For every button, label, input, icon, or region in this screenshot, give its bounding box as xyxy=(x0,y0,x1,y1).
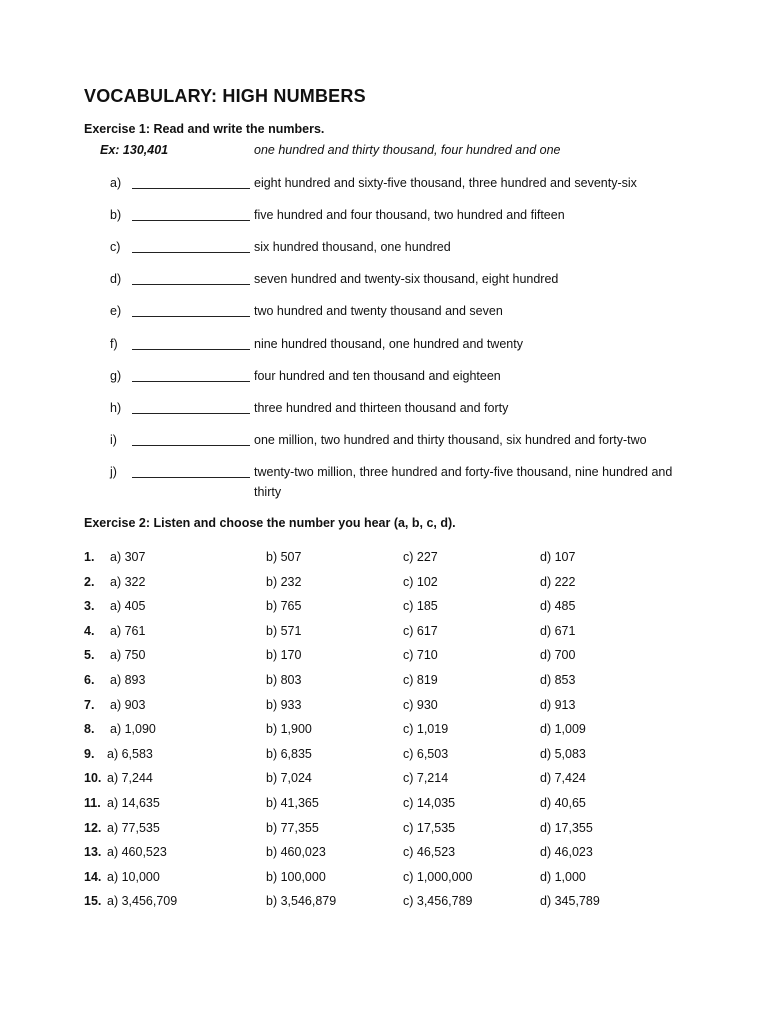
item-letter: d) xyxy=(110,272,122,286)
option-a[interactable]: a) 893 xyxy=(110,673,146,687)
option-b[interactable]: b) 77,355 xyxy=(266,821,319,835)
question-number: 5. xyxy=(84,648,95,662)
question-number: 13. xyxy=(84,845,102,859)
exercise2-row xyxy=(0,648,768,666)
option-d[interactable]: d) 222 xyxy=(540,575,576,589)
option-c[interactable]: c) 102 xyxy=(403,575,438,589)
example-number: Ex: 130,401 xyxy=(100,143,169,157)
exercise2-row xyxy=(0,673,768,691)
option-b[interactable]: b) 7,024 xyxy=(266,771,312,785)
item-letter: e) xyxy=(110,304,122,318)
question-number: 1. xyxy=(84,550,95,564)
answer-blank[interactable] xyxy=(132,381,250,382)
item-text: twenty-two million, three hundred and forty-five thousand, nine hundred and thirty xyxy=(254,465,673,499)
option-b[interactable]: b) 803 xyxy=(266,673,302,687)
option-c[interactable]: c) 46,523 xyxy=(403,845,456,859)
option-b[interactable]: b) 933 xyxy=(266,698,302,712)
exercise2-row xyxy=(0,747,768,765)
answer-blank[interactable] xyxy=(132,316,250,317)
option-a[interactable]: a) 460,523 xyxy=(107,845,167,859)
option-d[interactable]: d) 5,083 xyxy=(540,747,586,761)
question-number: 9. xyxy=(84,747,95,761)
option-a[interactable]: a) 761 xyxy=(110,624,146,638)
option-a[interactable]: a) 3,456,709 xyxy=(107,894,178,908)
exercise2-row xyxy=(0,771,768,789)
option-d[interactable]: d) 17,355 xyxy=(540,821,593,835)
answer-blank[interactable] xyxy=(132,349,250,350)
option-b[interactable]: b) 170 xyxy=(266,648,302,662)
option-c[interactable]: c) 227 xyxy=(403,550,438,564)
item-text: four hundred and ten thousand and eighteen xyxy=(254,369,501,383)
item-letter: f) xyxy=(110,337,118,351)
option-b[interactable]: b) 460,023 xyxy=(266,845,326,859)
option-a[interactable]: a) 1,090 xyxy=(110,722,156,736)
option-c[interactable]: c) 17,535 xyxy=(403,821,456,835)
answer-blank[interactable] xyxy=(132,252,250,253)
answer-blank[interactable] xyxy=(132,220,250,221)
option-b[interactable]: b) 1,900 xyxy=(266,722,312,736)
question-number: 4. xyxy=(84,624,95,638)
exercise2-row xyxy=(0,599,768,617)
option-a[interactable]: a) 6,583 xyxy=(107,747,153,761)
answer-blank[interactable] xyxy=(132,445,250,446)
exercise2-row xyxy=(0,796,768,814)
item-letter: h) xyxy=(110,401,122,415)
option-b[interactable]: b) 571 xyxy=(266,624,302,638)
option-b[interactable]: b) 100,000 xyxy=(266,870,326,884)
option-a[interactable]: a) 750 xyxy=(110,648,146,662)
option-d[interactable]: d) 40,65 xyxy=(540,796,586,810)
exercise2-row xyxy=(0,894,768,912)
option-d[interactable]: d) 107 xyxy=(540,550,576,564)
option-b[interactable]: b) 232 xyxy=(266,575,302,589)
option-d[interactable]: d) 345,789 xyxy=(540,894,600,908)
item-letter: j) xyxy=(110,465,117,479)
answer-blank[interactable] xyxy=(132,188,250,189)
question-number: 11. xyxy=(84,796,101,810)
option-a[interactable]: a) 322 xyxy=(110,575,146,589)
exercise2-row xyxy=(0,845,768,863)
option-a[interactable]: a) 10,000 xyxy=(107,870,160,884)
page-title: VOCABULARY: HIGH NUMBERS xyxy=(84,86,366,106)
option-d[interactable]: d) 700 xyxy=(540,648,576,662)
exercise2-row xyxy=(0,698,768,716)
option-a[interactable]: a) 7,244 xyxy=(107,771,153,785)
exercise2-row xyxy=(0,870,768,888)
option-b[interactable]: b) 3,546,879 xyxy=(266,894,337,908)
option-d[interactable]: d) 46,023 xyxy=(540,845,593,859)
option-d[interactable]: d) 853 xyxy=(540,673,576,687)
option-a[interactable]: a) 903 xyxy=(110,698,146,712)
option-c[interactable]: c) 1,000,000 xyxy=(403,870,473,884)
option-c[interactable]: c) 617 xyxy=(403,624,438,638)
option-c[interactable]: c) 819 xyxy=(403,673,438,687)
exercise2-row xyxy=(0,624,768,642)
option-d[interactable]: d) 913 xyxy=(540,698,576,712)
exercise2-row xyxy=(0,575,768,593)
question-number: 6. xyxy=(84,673,95,687)
question-number: 15. xyxy=(84,894,102,908)
item-text: two hundred and twenty thousand and seven xyxy=(254,304,503,318)
item-text: six hundred thousand, one hundred xyxy=(254,240,451,254)
question-number: 8. xyxy=(84,722,95,736)
item-text: five hundred and four thousand, two hundred and fifteen xyxy=(254,208,565,222)
option-c[interactable]: c) 3,456,789 xyxy=(403,894,473,908)
option-b[interactable]: b) 765 xyxy=(266,599,302,613)
option-d[interactable]: d) 485 xyxy=(540,599,576,613)
item-letter: c) xyxy=(110,240,121,254)
exercise2-row xyxy=(0,550,768,568)
answer-blank[interactable] xyxy=(132,413,250,414)
option-c[interactable]: c) 6,503 xyxy=(403,747,449,761)
item-letter: b) xyxy=(110,208,122,222)
option-d[interactable]: d) 1,009 xyxy=(540,722,586,736)
question-number: 12. xyxy=(84,821,102,835)
option-c[interactable]: c) 710 xyxy=(403,648,438,662)
item-text: nine hundred thousand, one hundred and twenty xyxy=(254,337,523,351)
question-number: 14. xyxy=(84,870,102,884)
exercise2-row xyxy=(0,722,768,740)
option-d[interactable]: d) 671 xyxy=(540,624,576,638)
option-c[interactable]: c) 930 xyxy=(403,698,438,712)
option-b[interactable]: b) 41,365 xyxy=(266,796,319,810)
option-c[interactable]: c) 14,035 xyxy=(403,796,456,810)
item-letter: i) xyxy=(110,433,117,447)
option-d[interactable]: d) 1,000 xyxy=(540,870,586,884)
option-a[interactable]: a) 77,535 xyxy=(107,821,160,835)
option-a[interactable]: a) 405 xyxy=(110,599,146,613)
option-b[interactable]: b) 507 xyxy=(266,550,302,564)
item-text: one million, two hundred and thirty thousand, six hundred and forty-two xyxy=(254,433,647,447)
question-number: 7. xyxy=(84,698,95,712)
example-text: one hundred and thirty thousand, four hundred and one xyxy=(254,143,561,157)
option-d[interactable]: d) 7,424 xyxy=(540,771,586,785)
item-letter: g) xyxy=(110,369,122,383)
option-b[interactable]: b) 6,835 xyxy=(266,747,312,761)
option-a[interactable]: a) 307 xyxy=(110,550,146,564)
exercise2-row xyxy=(0,821,768,839)
option-a[interactable]: a) 14,635 xyxy=(107,796,160,810)
option-c[interactable]: c) 1,019 xyxy=(403,722,449,736)
item-letter: a) xyxy=(110,176,122,190)
item-text: seven hundred and twenty-six thousand, eight hundred xyxy=(254,272,559,286)
question-number: 10. xyxy=(84,771,102,785)
item-text: three hundred and thirteen thousand and forty xyxy=(254,401,509,415)
question-number: 3. xyxy=(84,599,95,613)
exercise2-heading: Exercise 2: Listen and choose the number you hear (a, b, c, d). xyxy=(84,516,456,530)
exercise1-heading: Exercise 1: Read and write the numbers. xyxy=(84,122,325,136)
answer-blank[interactable] xyxy=(132,477,250,478)
answer-blank[interactable] xyxy=(132,284,250,285)
item-text: eight hundred and sixty-five thousand, three hundred and seventy-six xyxy=(254,176,637,190)
option-c[interactable]: c) 7,214 xyxy=(403,771,449,785)
question-number: 2. xyxy=(84,575,95,589)
option-c[interactable]: c) 185 xyxy=(403,599,438,613)
